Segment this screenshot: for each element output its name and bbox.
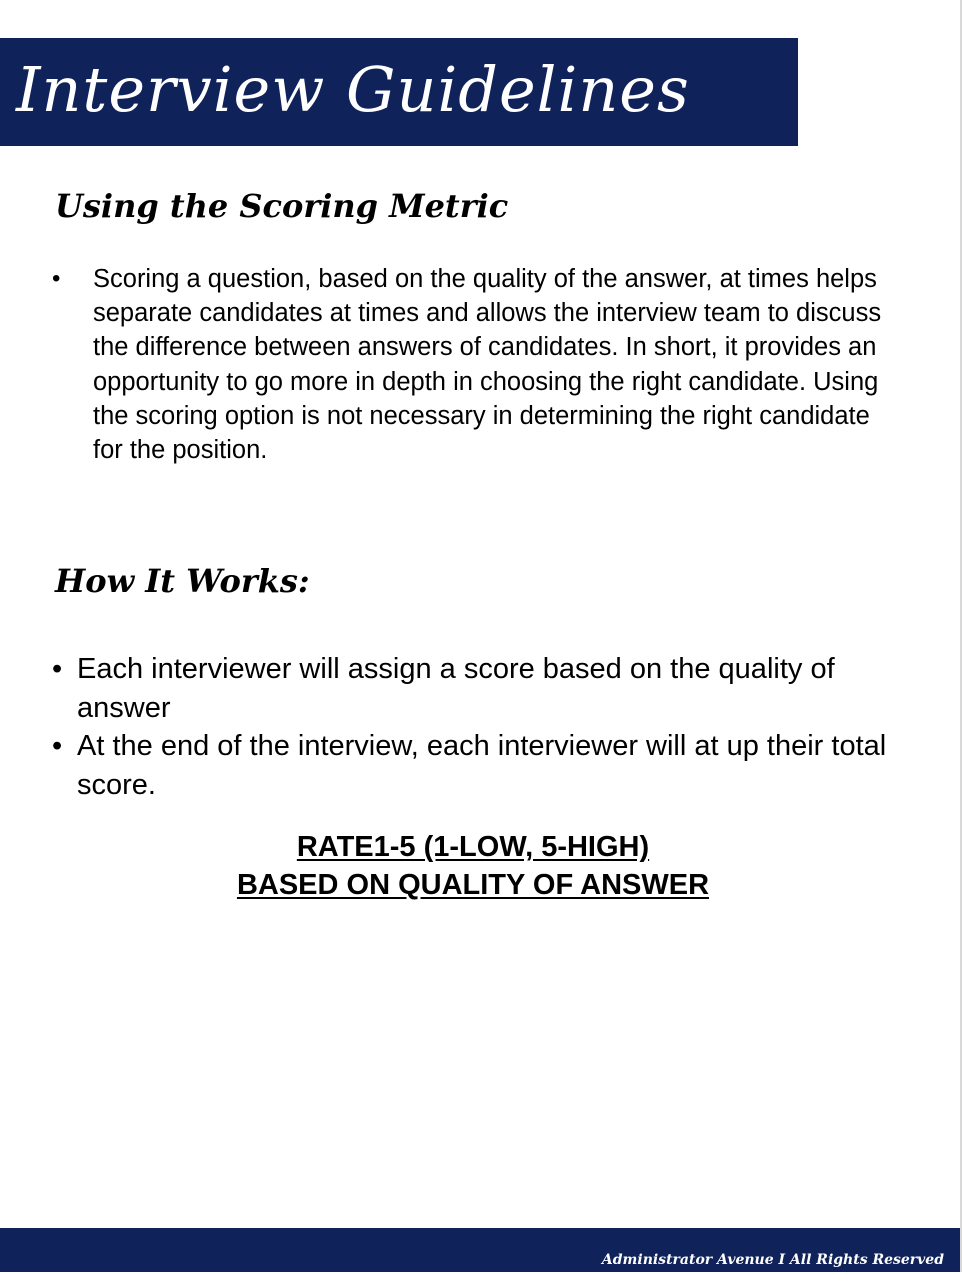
- how-it-works-heading: How It Works:: [55, 562, 310, 600]
- footer-copyright: Administrator Avenue I All Rights Reserved: [601, 1252, 944, 1268]
- bullet-icon: •: [52, 265, 61, 292]
- rating-scale-callout: [0, 828, 946, 904]
- rating-scale-line: RATE1-5 (1-LOW, 5-HIGH): [296, 831, 650, 863]
- bullet-icon: •: [52, 730, 63, 762]
- list-item-text: At the end of the interview, each interviewer will at up their total score.: [77, 730, 887, 801]
- scoring-metric-heading: Using the Scoring Metric: [55, 187, 509, 225]
- list-item-text: Each interviewer will assign a score based on the quality of answer: [77, 653, 835, 724]
- list-item: [52, 650, 902, 727]
- list-item: [52, 727, 902, 804]
- bullet-icon: •: [52, 653, 63, 685]
- scoring-metric-paragraph: Scoring a question, based on the quality of the answer, at times helps separate candidates at times and allows the interview team to discuss the difference between answers of candidates. In short, it provides an opportunity to go more in depth in choosing the right candidate. Using the scoring option is not necessary in determining the right candidate for the position.: [93, 265, 882, 465]
- footer-bar: [0, 1228, 960, 1272]
- rating-basis-line: BASED ON QUALITY OF ANSWER: [236, 869, 710, 901]
- how-it-works-list: [52, 650, 902, 804]
- title-banner: [0, 38, 798, 146]
- page-title: Interview Guidelines: [16, 53, 690, 126]
